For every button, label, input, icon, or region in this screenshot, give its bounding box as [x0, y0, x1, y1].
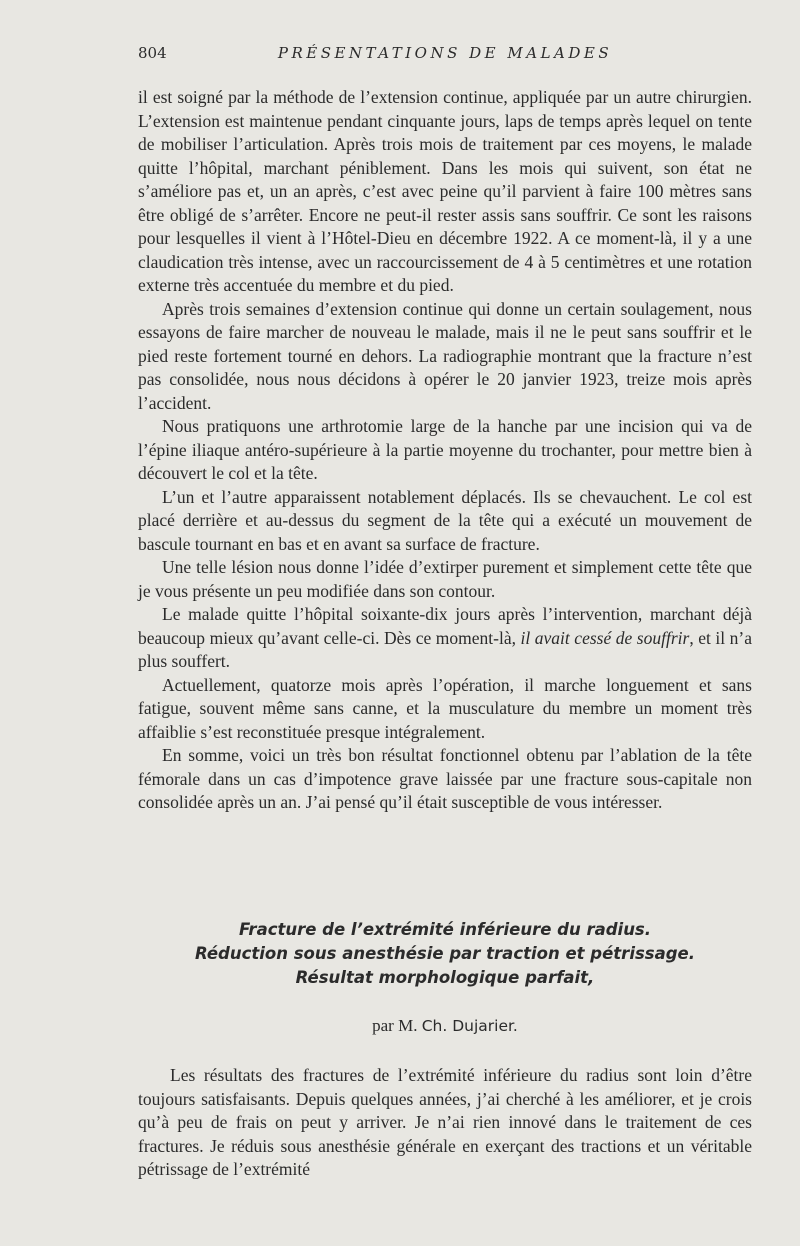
section-body-text	[138, 1064, 752, 1182]
paragraph: Une telle lésion nous donne l’idée d’extirper purement et simplement cette tête que je vous présente un peu modifiée dans son contour.	[138, 557, 752, 601]
paragraph: L’un et l’autre apparaissent notablement déplacés. Ils se chevauchent. Le col est placé derrière et au-dessus du segment de la tête qui a exécuté un mouvement de bascule tournant en bas et en avant sa surface de fracture.	[138, 486, 752, 554]
title-line: Réduction sous anesthésie par traction et pétrissage.	[194, 944, 696, 963]
paragraph: En somme, voici un très bon résultat fonctionnel obtenu par l’ablation de la tête fémorale dans un cas d’impotence grave laissée par une fracture sous-capitale non consolidée après un an. J’ai pensé qu’il était susceptible de vous intéresser.	[138, 745, 752, 812]
running-head: PRÉSENTATIONS DE MALADES	[277, 44, 613, 62]
paragraph: il est soigné par la méthode de l’extension continue, appliquée par un autre chirurgien. L’extension est maintenue pendant cinquante jours, laps de temps après lequel on tente de mobiliser l’articulation. Après trois mois de traitement par ces moyens, le malade quitte l’hôpital, marchant péniblement. Dans les mois qui suivent, son état ne s’améliore pas et, un an après, c’est avec peine qu’il parvient à faire 100 mètres sans être obligé de s’arrêter. Encore ne peut-il rester assis sans souffrir. Ce sont les raisons pour lesquelles il vient à l’Hôtel-Dieu en décembre 1922. A ce moment-là, il y a une claudication très intense, avec un raccourcissement de 4 à 5 centimètres et une rotation externe très accentuée du membre et du pied.	[138, 87, 752, 295]
author-name: Ch. Dujarier.	[421, 1017, 518, 1035]
title-line: Résultat morphologique parfait,	[295, 968, 595, 987]
page-header	[138, 44, 752, 70]
page-number: 804	[138, 44, 167, 62]
author-byline	[138, 1016, 752, 1036]
italic-phrase: il avait cessé de souffrir	[520, 627, 690, 648]
paragraph: Après trois semaines d’extension continue qui donne un certain soulagement, nous essayons de faire marcher de nouveau le malade, mais il ne le peut sans souffrir et le pied reste fortement tourné en dehors. La radiographie montrant que la fracture n’est pas consolidée, nous nous décidons à opérer le 20 janvier 1923, treize mois après l’accident.	[138, 298, 752, 413]
paragraph: Actuellement, quatorze mois après l’opération, il marche longuement et sans fatigue, souvent même sans canne, et la musculature du membre un moment très affaiblie s’est reconstituée presque intégralement.	[138, 674, 752, 742]
section-title	[138, 918, 752, 990]
byline-prefix: par M.	[372, 1016, 418, 1035]
title-line: Fracture de l’extrémité inférieure du radius.	[238, 920, 652, 939]
paragraph: Nous pratiquons une arthrotomie large de la hanche par une incision qui va de l’épine iliaque antéro-supérieure à la partie moyenne du trochanter, pour mettre bien à découvert le col et la tête.	[138, 416, 752, 483]
paragraph: Le malade quitte l’hôpital soixante-dix jours après l’intervention, marchant déjà beaucoup mieux qu’avant celle-ci. Dès ce moment-là, il avait cessé de souffrir, et il n’a plus souffert.	[138, 604, 752, 671]
paragraph: Les résultats des fractures de l’extrémité inférieure du radius sont loin d’être toujours satisfaisants. Depuis quelques années, j’ai cherché à les améliorer, et je crois qu’à peu de frais on peut y arriver. Je n’ai rien innové dans le traitement de ces fractures. Je réduis sous anesthésie générale en exerçant des tractions et un véritable pétrissage de l’extrémité	[138, 1065, 752, 1179]
body-text	[138, 86, 752, 815]
